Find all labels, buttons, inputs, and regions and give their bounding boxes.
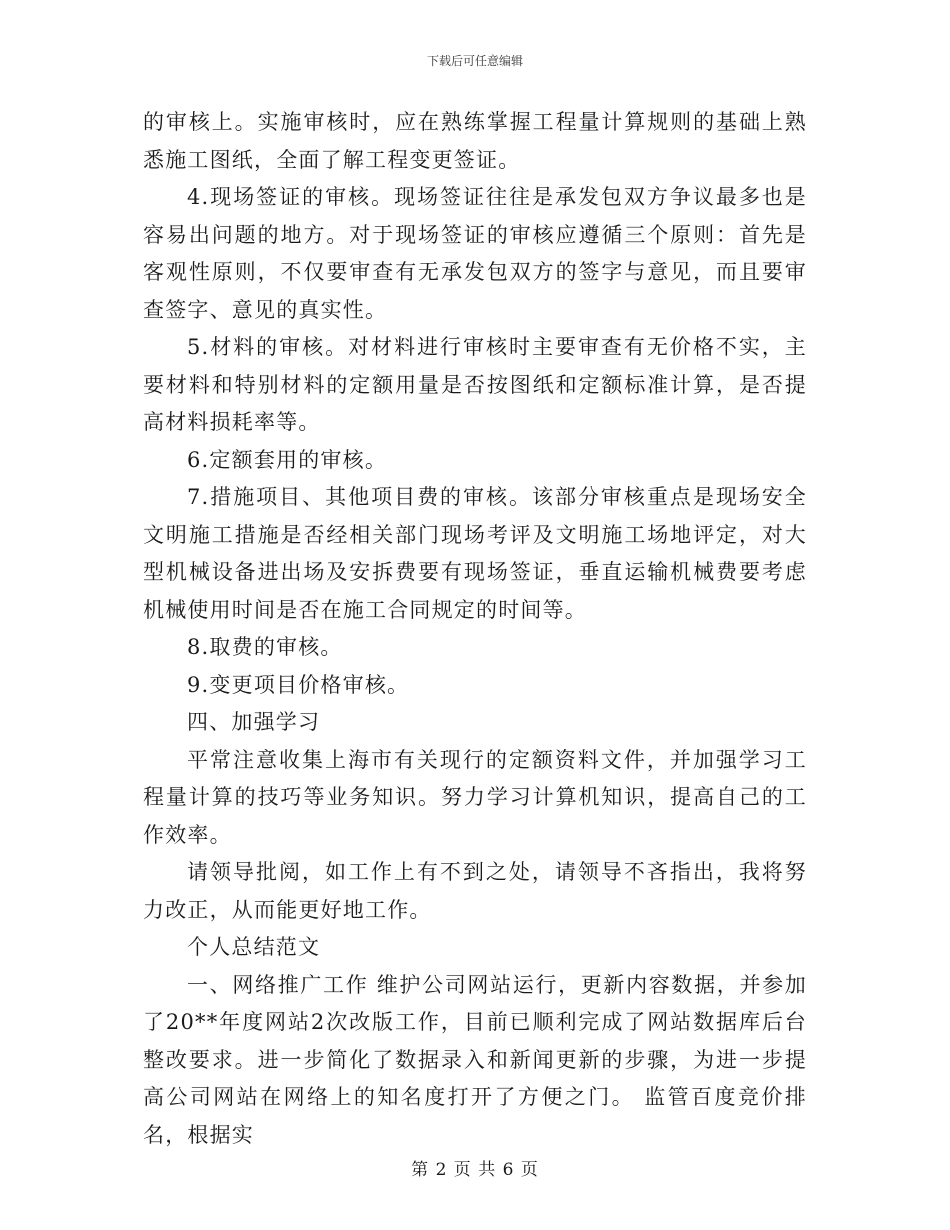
paragraph-quota-review: 6.定额套用的审核。 [187,447,388,472]
paragraph-fee-review: 8.取费的审核。 [187,635,343,659]
document-body [143,104,807,1154]
page-footer: 第 2 页 共 6 页 [411,1160,539,1180]
page-header: 下载后可任意编辑 [426,54,523,68]
paragraph-network-promotion: 一、网络推广工作 维护公司网站运行，更新内容数据，并参加了20**年度网站2次改版工作，目前已顺利完成了网站数据库后台整改要求。进一步简化了数据录入和新闻更新的步骤，为进一步提高公司网站在网络上的知名度打开了方便之门。 监管百度竞价排名，根据实 [143,972,807,1147]
section-heading-summary: 个人总结范文 [187,935,321,959]
paragraph-measures-review: 7.措施项目、其他项目费的审核。该部分审核重点是现场安全文明施工措施是否经相关部门现场考评及文明施工场地评定，对大型机械设备进出场及安拆费要有现场签证，垂直运输机械费要考虑机械使用时间是否在施工合同规定的时间等。 [143,485,807,622]
paragraph-study: 平常注意收集上海市有关现行的定额资料文件，并加强学习工程量计算的技巧等业务知识。努力学习计算机知识，提高自己的工作效率。 [143,747,807,847]
section-heading-study: 四、加强学习 [187,710,321,734]
paragraph-closing: 请领导批阅，如工作上有不到之处，请领导不吝指出，我将努力改正，从而能更好地工作。 [143,860,807,922]
paragraph-change-price-review: 9.变更项目价格审核。 [187,672,410,697]
paragraph-material-review: 5.材料的审核。对材料进行审核时主要审查有无价格不实，主要材料和特别材料的定额用量是否按图纸和定额标准计算，是否提高材料损耗率等。 [143,335,807,434]
paragraph-site-visa-review: 4.现场签证的审核。现场签证往往是承发包双方争议最多也是容易出问题的地方。对于现场签证的审核应遵循三个原则：首先是客观性原则，不仅要审查有无承发包双方的签字与意见，而且要审查签字、意见的真实性。 [143,185,807,322]
paragraph-continuation: 的审核上。实施审核时，应在熟练掌握工程量计算规则的基础上熟悉施工图纸，全面了解工程变更签证。 [143,110,807,172]
